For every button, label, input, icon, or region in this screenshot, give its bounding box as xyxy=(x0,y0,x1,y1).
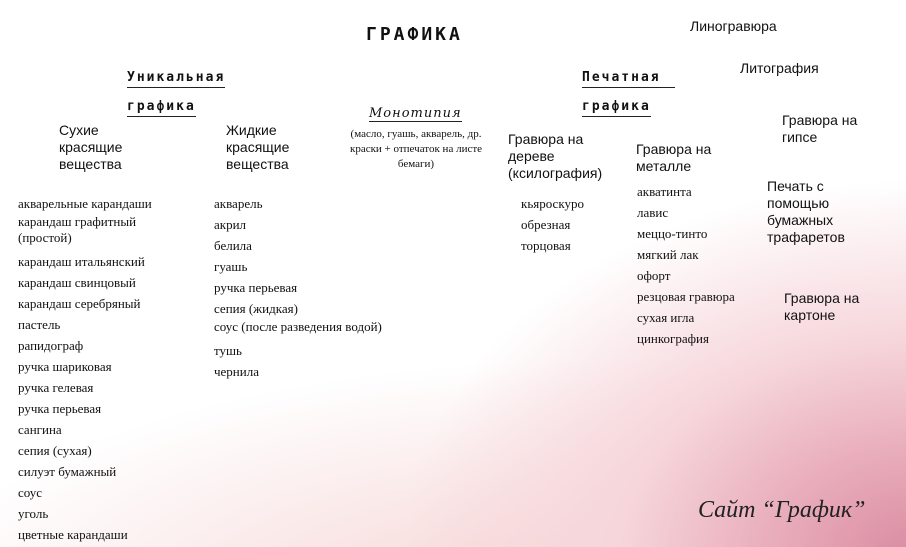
liquid-material-item: акрил xyxy=(214,217,247,232)
wood-engraving-label: Гравюра на дереве (ксилография) xyxy=(508,131,603,181)
wood-technique-item: кьяроскуро xyxy=(521,196,584,211)
monotype-heading xyxy=(369,106,462,121)
dry-material-item: уголь xyxy=(18,506,49,521)
unique-heading-line1: Уникальная xyxy=(127,69,225,88)
dry-material-item: карандаш графитный (простой) xyxy=(18,214,137,245)
metal-technique-item: сухая игла xyxy=(637,310,695,325)
metal-technique-item: меццо-тинто xyxy=(637,226,708,241)
dry-material-item: ручка перьевая xyxy=(18,401,102,416)
dry-material-item: силуэт бумажный xyxy=(18,464,117,479)
lithography-label: Литография xyxy=(740,60,819,76)
dry-material-item: рапидограф xyxy=(18,338,84,353)
dry-material-item: цветные карандаши xyxy=(18,527,128,542)
stencil-print-label: Печать с помощью бумажных трафаретов xyxy=(767,178,845,245)
metal-technique-item: офорт xyxy=(637,268,671,283)
monotype-description: (масло, гуашь, акварель, др. краски + отпечаток на листе бемаги) xyxy=(349,128,483,170)
dry-material-item: карандаш итальянский xyxy=(18,254,145,269)
metal-engraving-label: Гравюра на металле xyxy=(636,141,712,174)
metal-technique-item: лавис xyxy=(637,205,669,220)
liquid-material-item: тушь xyxy=(214,343,242,358)
unique-graphics-heading xyxy=(127,63,225,121)
dry-material-item: сангина xyxy=(18,422,62,437)
metal-technique-item: резцовая гравюра xyxy=(637,289,735,304)
dry-material-item: сепия (сухая) xyxy=(18,443,92,458)
liquid-material-item: белила xyxy=(214,238,252,253)
site-signature: Сайт “График” xyxy=(698,497,866,523)
page-title: ГРАФИКА xyxy=(366,24,463,45)
gypsum-engraving-label: Гравюра на гипсе xyxy=(782,112,858,145)
dry-material-item: пастель xyxy=(18,317,61,332)
metal-technique-item: мягкий лак xyxy=(637,247,699,262)
liquid-material-item: акварель xyxy=(214,196,263,211)
wood-technique-item: обрезная xyxy=(521,217,571,232)
liquid-material-item: чернила xyxy=(214,364,259,379)
linocut-label: Линогравюра xyxy=(690,18,777,34)
liquid-material-item: соус (после разведения водой) xyxy=(214,319,382,334)
monotype-heading-text: Монотипия xyxy=(369,106,462,121)
liquid-material-item: гуашь xyxy=(214,259,248,274)
dry-material-item: соус xyxy=(18,485,43,500)
metal-technique-item: цинкография xyxy=(637,331,709,346)
cardboard-engraving-label: Гравюра на картоне xyxy=(784,290,860,323)
printed-heading-line1: Печатная xyxy=(582,69,675,88)
printed-graphics-heading xyxy=(582,63,675,121)
dry-materials-list xyxy=(18,193,183,545)
liquid-material-item: ручка перьевая xyxy=(214,280,298,295)
dry-material-item: ручка шариковая xyxy=(18,359,112,374)
liquid-materials-list xyxy=(214,193,424,382)
dry-material-item: ручка гелевая xyxy=(18,380,94,395)
metal-engraving-list xyxy=(637,181,767,349)
dry-material-item: карандаш серебряный xyxy=(18,296,141,311)
printed-heading-line2: графика xyxy=(582,98,651,117)
dry-material-item: акварельные карандаши xyxy=(18,196,152,211)
wood-technique-item: торцовая xyxy=(521,238,571,253)
liquid-materials-label: Жидкие красящие вещества xyxy=(226,122,290,172)
wood-engraving-list xyxy=(521,193,631,256)
dry-materials-label: Сухие красящие вещества xyxy=(59,122,123,172)
liquid-material-item: сепия (жидкая) xyxy=(214,301,298,316)
dry-material-item: карандаш свинцовый xyxy=(18,275,136,290)
unique-heading-line2: графика xyxy=(127,98,196,117)
metal-technique-item: акватинта xyxy=(637,184,692,199)
